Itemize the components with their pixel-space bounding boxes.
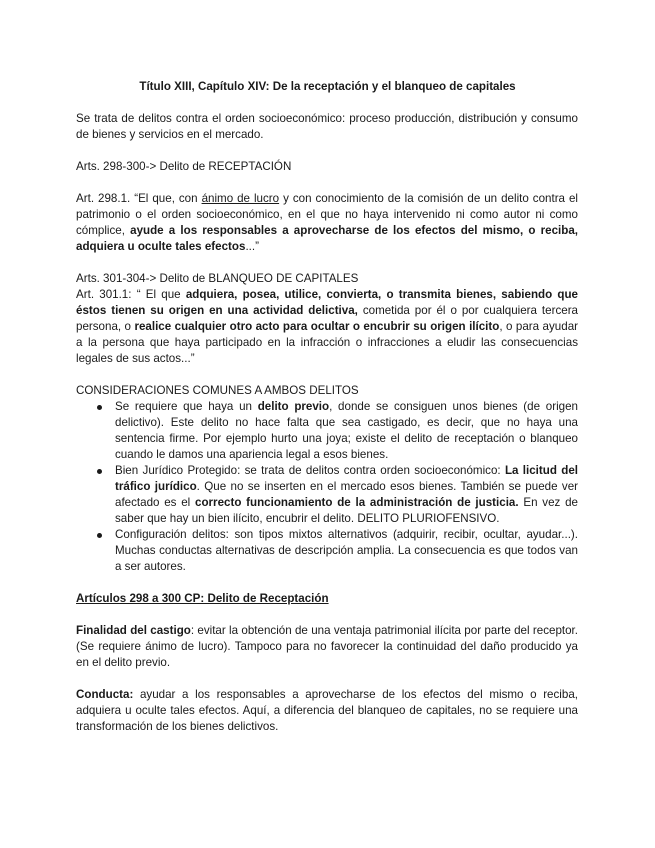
conducta-label: Conducta: bbox=[76, 688, 134, 701]
arts-receptacion-line: Arts. 298-300-> Delito de RECEPTACIÓN bbox=[76, 160, 292, 173]
page-title: Título XIII, Capítulo XIV: De la receptación y el blanqueo de capitales bbox=[139, 80, 516, 93]
bullet-icon bbox=[97, 469, 102, 474]
animo-de-lucro-underlined: ánimo de lucro bbox=[201, 192, 280, 205]
art-298-1-bold: ayude a los responsables a aprovecharse de los efectos del mismo, o reciba, adquiera u oculte tales efectos bbox=[76, 224, 578, 253]
consideraciones-heading: CONSIDERACIONES COMUNES A AMBOS DELITOS bbox=[76, 384, 359, 397]
list-item: Configuración delitos: son tipos mixtos alternativos (adquirir, recibir, ocultar, ayudar...). Muchas conductas alternativas de descripción amplia. La consecuencia es que todos van a ser autores. bbox=[76, 527, 578, 575]
art-301-1-bold-2: realice cualquier otro acto para ocultar o encubrir su origen ilícito bbox=[134, 320, 500, 333]
list-item: Bien Jurídico Protegido: se trata de delitos contra orden socioeconómico: La licitud del tráfico jurídico. Que no se inserten en el mercado esos bienes. También se puede ver afectado es el correcto funcionamiento de la administración de justicia. En vez de saber que hay un bien ilícito, encubrir el delito. DELITO PLURIOFENSIVO. bbox=[76, 463, 578, 527]
list-item: Se requiere que haya un delito previo, donde se consiguen unos bienes (de origen delictivo). Este delito no hace falta que sea castigado, es decir, que no haya una sentencia firme. Por ejemplo hurto una joya; existe el delito de receptación o blanqueo cuando le damos una apariencia legal a esos bienes. bbox=[76, 399, 578, 463]
arts-blanqueo-line: Arts. 301-304-> Delito de BLANQUEO DE CAPITALES bbox=[76, 272, 359, 285]
bullet-icon bbox=[97, 533, 102, 538]
consideraciones-list bbox=[76, 399, 578, 575]
art-301-1-paragraph: Art. 301.1: “ El que adquiera, posea, utilice, convierta, o transmita bienes, sabiendo que éstos tienen su origen en una actividad delictiva, cometida por él o por cualquiera tercera persona, o realice cualquier otro acto para ocultar o encubrir su origen ilícito, o para ayudar a la persona que haya participado en la infracción o infracciones a eludir las consecuencias legales de sus actos...” bbox=[76, 288, 579, 365]
section-heading: Artículos 298 a 300 CP: Delito de Receptación bbox=[76, 592, 329, 605]
art-301-1-bold-1: adquiera, posea, utilice, convierta, o transmita bienes, sabiendo que éstos tienen su origen en una actividad delictiva, bbox=[76, 288, 579, 317]
art-298-1-paragraph: Art. 298.1. “El que, con ánimo de lucro y con conocimiento de la comisión de un delito contra el patrimonio o el orden socioeconómico, en el que no haya intervenido ni como autor ni como cómplice, ayude a los responsables a aprovecharse de los efectos del mismo, o reciba, adquiera u oculte tales efectos...” bbox=[76, 192, 579, 253]
bullet-icon bbox=[97, 405, 102, 410]
finalidad-paragraph: Finalidad del castigo: evitar la obtención de una ventaja patrimonial ilícita por parte del receptor. (Se requiere ánimo de lucro). Tampoco para no favorecer la continuidad del daño producido ya en el delito previo. bbox=[76, 624, 578, 669]
finalidad-label: Finalidad del castigo bbox=[76, 624, 191, 637]
intro-paragraph: Se trata de delitos contra el orden socioeconómico: proceso producción, distribución y consumo de bienes y servicios en el mercado. bbox=[76, 112, 578, 141]
conducta-paragraph: Conducta: ayudar a los responsables a aprovecharse de los efectos del mismo o reciba, adquiera u oculte tales efectos. Aquí, a diferencia del blanqueo de capitales, no se requiere una transformación de los bienes delictivos. bbox=[76, 688, 578, 733]
